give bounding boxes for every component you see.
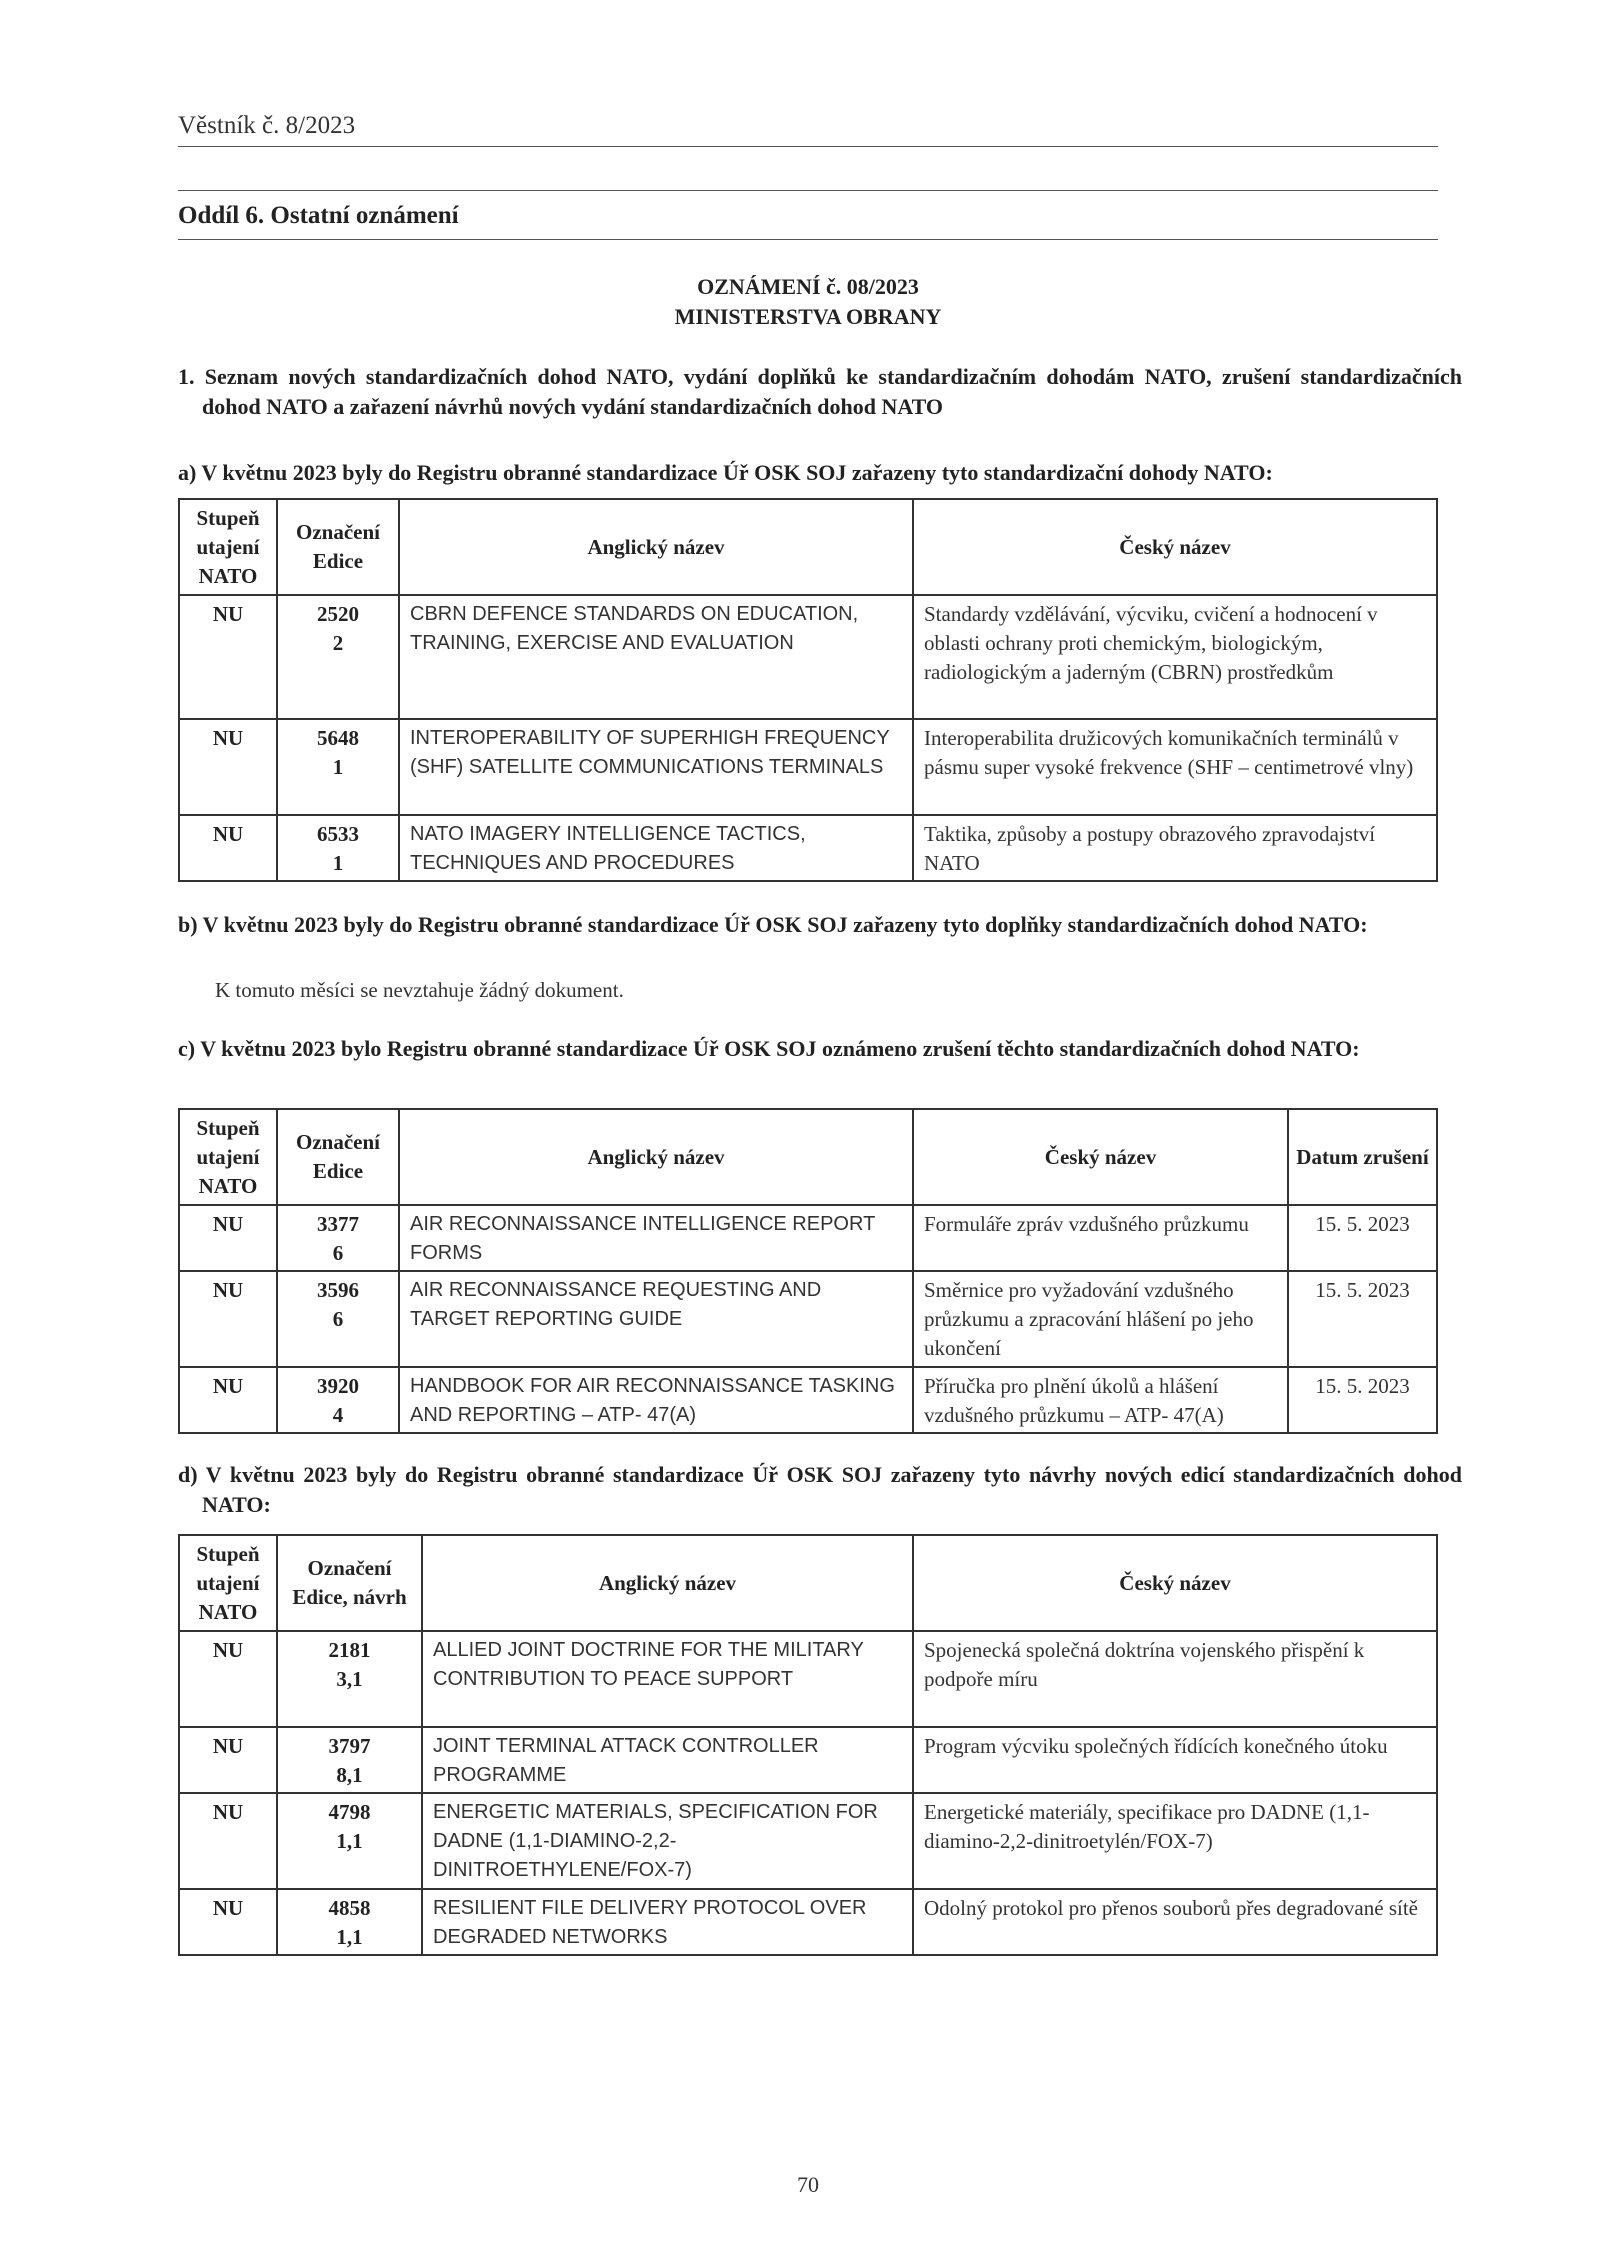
header-rule [178, 146, 1438, 147]
classification-cell: NU [179, 719, 277, 815]
cancellation-date-cell: 15. 5. 2023 [1288, 1271, 1437, 1367]
english-title-cell: NATO IMAGERY INTELLIGENCE TACTICS, TECHNIQUES AND PROCEDURES [399, 815, 913, 881]
table-row [179, 1367, 1437, 1433]
edition-number: 6 [332, 1307, 344, 1331]
cancellation-date-cell: 15. 5. 2023 [1288, 1205, 1437, 1271]
page-header: Věstník č. 8/2023 [178, 112, 356, 139]
table-d-header-row [179, 1535, 1437, 1631]
designation-cell [277, 719, 399, 815]
column-header: Stupeň utajení NATO [179, 1535, 277, 1631]
table-row [179, 1271, 1437, 1367]
czech-title-cell: Spojenecká společná doktrína vojenského přispění k podpoře míru [913, 1631, 1437, 1727]
table-row [179, 1205, 1437, 1271]
edition-number: 1 [332, 755, 344, 779]
stanag-number: 3797 [328, 1734, 371, 1758]
czech-title-cell: Interoperabilita družicových komunikačních terminálů v pásmu super vysoké frekvence (SHF – centimetrové vlny) [913, 719, 1437, 815]
edition-number: 2 [332, 631, 344, 655]
designation-cell [277, 1271, 399, 1367]
english-title-cell: ALLIED JOINT DOCTRINE FOR THE MILITARY CONTRIBUTION TO PEACE SUPPORT [422, 1631, 913, 1727]
designation-cell [277, 1367, 399, 1433]
column-header: Označení Edice [277, 499, 399, 595]
classification-cell: NU [179, 815, 277, 881]
section-c-heading: c) V květnu 2023 bylo Registru obranné standardizace Úř OSK SOJ oznámeno zrušení těchto standardizačních dohod NATO: [178, 1036, 1360, 1061]
czech-title-cell: Odolný protokol pro přenos souborů přes degradované sítě [913, 1889, 1437, 1955]
column-header: Stupeň utajení NATO [179, 1109, 277, 1205]
czech-title-cell: Energetické materiály, specifikace pro DADNE (1,1-diamino-2,2-dinitroetylén/FOX-7) [913, 1793, 1437, 1889]
table-row [179, 1793, 1437, 1889]
classification-cell: NU [179, 1793, 277, 1889]
stanag-number: 3377 [317, 1212, 359, 1236]
classification-cell: NU [179, 1367, 277, 1433]
stanag-number: 2520 [317, 602, 359, 626]
english-title-cell: AIR RECONNAISSANCE REQUESTING AND TARGET REPORTING GUIDE [399, 1271, 913, 1367]
table-row [179, 1727, 1437, 1793]
stanag-number: 6533 [317, 822, 359, 846]
english-title-cell: ENERGETIC MATERIALS, SPECIFICATION FOR DADNE (1,1-DIAMINO-2,2-DINITROETHYLENE/FOX-7) [422, 1793, 913, 1889]
edition-number: 8,1 [336, 1763, 363, 1787]
edition-number: 4 [332, 1403, 344, 1427]
classification-cell: NU [179, 1889, 277, 1955]
section-rule-bottom [178, 239, 1438, 240]
czech-title-cell: Směrnice pro vyžadování vzdušného průzkumu a zpracování hlášení po jeho ukončení [913, 1271, 1288, 1367]
english-title-cell: INTEROPERABILITY OF SUPERHIGH FREQUENCY (SHF) SATELLITE COMMUNICATIONS TERMINALS [399, 719, 913, 815]
designation-cell [277, 815, 399, 881]
designation-cell [277, 1727, 422, 1793]
table-row [179, 1889, 1437, 1955]
edition-number: 1,1 [336, 1829, 363, 1853]
english-title-cell: RESILIENT FILE DELIVERY PROTOCOL OVER DEGRADED NETWORKS [422, 1889, 913, 1955]
column-header: Datum zrušení [1288, 1109, 1437, 1205]
classification-cell: NU [179, 1727, 277, 1793]
english-title-cell: AIR RECONNAISSANCE INTELLIGENCE REPORT FORMS [399, 1205, 913, 1271]
table-c-header-row [179, 1109, 1437, 1205]
edition-number: 3,1 [336, 1667, 363, 1691]
column-header: Stupeň utajení NATO [179, 499, 277, 595]
section-b-note: K tomuto měsíci se nevztahuje žádný dokument. [215, 978, 624, 1002]
english-title-cell: HANDBOOK FOR AIR RECONNAISSANCE TASKING AND REPORTING – ATP- 47(A) [399, 1367, 913, 1433]
designation-cell [277, 1631, 422, 1727]
english-title-cell: JOINT TERMINAL ATTACK CONTROLLER PROGRAMME [422, 1727, 913, 1793]
czech-title-cell: Příručka pro plnění úkolů a hlášení vzdušného průzkumu – ATP- 47(A) [913, 1367, 1288, 1433]
table-row [179, 719, 1437, 815]
czech-title-cell: Formuláře zpráv vzdušného průzkumu [913, 1205, 1288, 1271]
table-row [179, 595, 1437, 719]
cancellation-date-cell: 15. 5. 2023 [1288, 1367, 1437, 1433]
section-title: Oddíl 6. Ostatní oznámení [178, 202, 459, 229]
column-header: Český název [913, 1109, 1288, 1205]
classification-cell: NU [179, 1205, 277, 1271]
stanag-number: 4798 [328, 1800, 371, 1824]
stanag-number: 4858 [328, 1896, 371, 1920]
edition-number: 6 [332, 1241, 344, 1265]
czech-title-cell: Taktika, způsoby a postupy obrazového zpravodajství NATO [913, 815, 1437, 881]
stanag-number: 3596 [317, 1278, 359, 1302]
classification-cell: NU [179, 1631, 277, 1727]
column-header: Český název [913, 1535, 1437, 1631]
edition-number: 1 [332, 851, 344, 875]
designation-cell [277, 1205, 399, 1271]
section-d-heading: d) V květnu 2023 byly do Registru obranné standardizace Úř OSK SOJ zařazeny tyto návrhy nových edicí standardizačních dohod NATO: [178, 1462, 1462, 1517]
stanag-number: 3920 [317, 1374, 359, 1398]
stanag-number: 2181 [328, 1638, 371, 1662]
notice-title [178, 272, 1438, 332]
section-rule-top [178, 190, 1438, 191]
notice-title-line1: OZNÁMENÍ č. 08/2023 [697, 274, 919, 299]
stanag-number: 5648 [317, 726, 359, 750]
table-row [179, 1631, 1437, 1727]
column-header: Anglický název [399, 1109, 913, 1205]
designation-cell [277, 1793, 422, 1889]
classification-cell: NU [179, 595, 277, 719]
column-header: Označení Edice, návrh [277, 1535, 422, 1631]
section-a-heading: a) V květnu 2023 byly do Registru obranné standardizace Úř OSK SOJ zařazeny tyto standardizační dohody NATO: [178, 460, 1273, 485]
table-a [178, 498, 1438, 882]
table-row [179, 815, 1437, 881]
notice-title-line2: MINISTERSTVA OBRANY [674, 304, 942, 329]
designation-cell [277, 595, 399, 719]
designation-cell [277, 1889, 422, 1955]
czech-title-cell: Standardy vzdělávání, výcviku, cvičení a hodnocení v oblasti ochrany proti chemickým, biologickým, radiologickým a jaderným (CBRN) prostředkům [913, 595, 1437, 719]
column-header: Anglický název [399, 499, 913, 595]
table-c [178, 1108, 1438, 1434]
classification-cell: NU [179, 1271, 277, 1367]
page-number: 70 [797, 2172, 819, 2197]
english-title-cell: CBRN DEFENCE STANDARDS ON EDUCATION, TRAINING, EXERCISE AND EVALUATION [399, 595, 913, 719]
czech-title-cell: Program výcviku společných řídících konečného útoku [913, 1727, 1437, 1793]
column-header: Anglický název [422, 1535, 913, 1631]
table-a-header-row [179, 499, 1437, 595]
edition-number: 1,1 [336, 1925, 363, 1949]
table-d [178, 1534, 1438, 1956]
column-header: Označení Edice [277, 1109, 399, 1205]
intro-heading: 1. Seznam nových standardizačních dohod NATO, vydání doplňků ke standardizačním dohodám NATO, zrušení standardizačních dohod NATO a zařazení návrhů nových vydání standardizačních dohod NATO [178, 364, 1462, 419]
column-header: Český název [913, 499, 1437, 595]
section-b-heading: b) V květnu 2023 byly do Registru obranné standardizace Úř OSK SOJ zařazeny tyto doplňky standardizačních dohod NATO: [178, 912, 1368, 937]
